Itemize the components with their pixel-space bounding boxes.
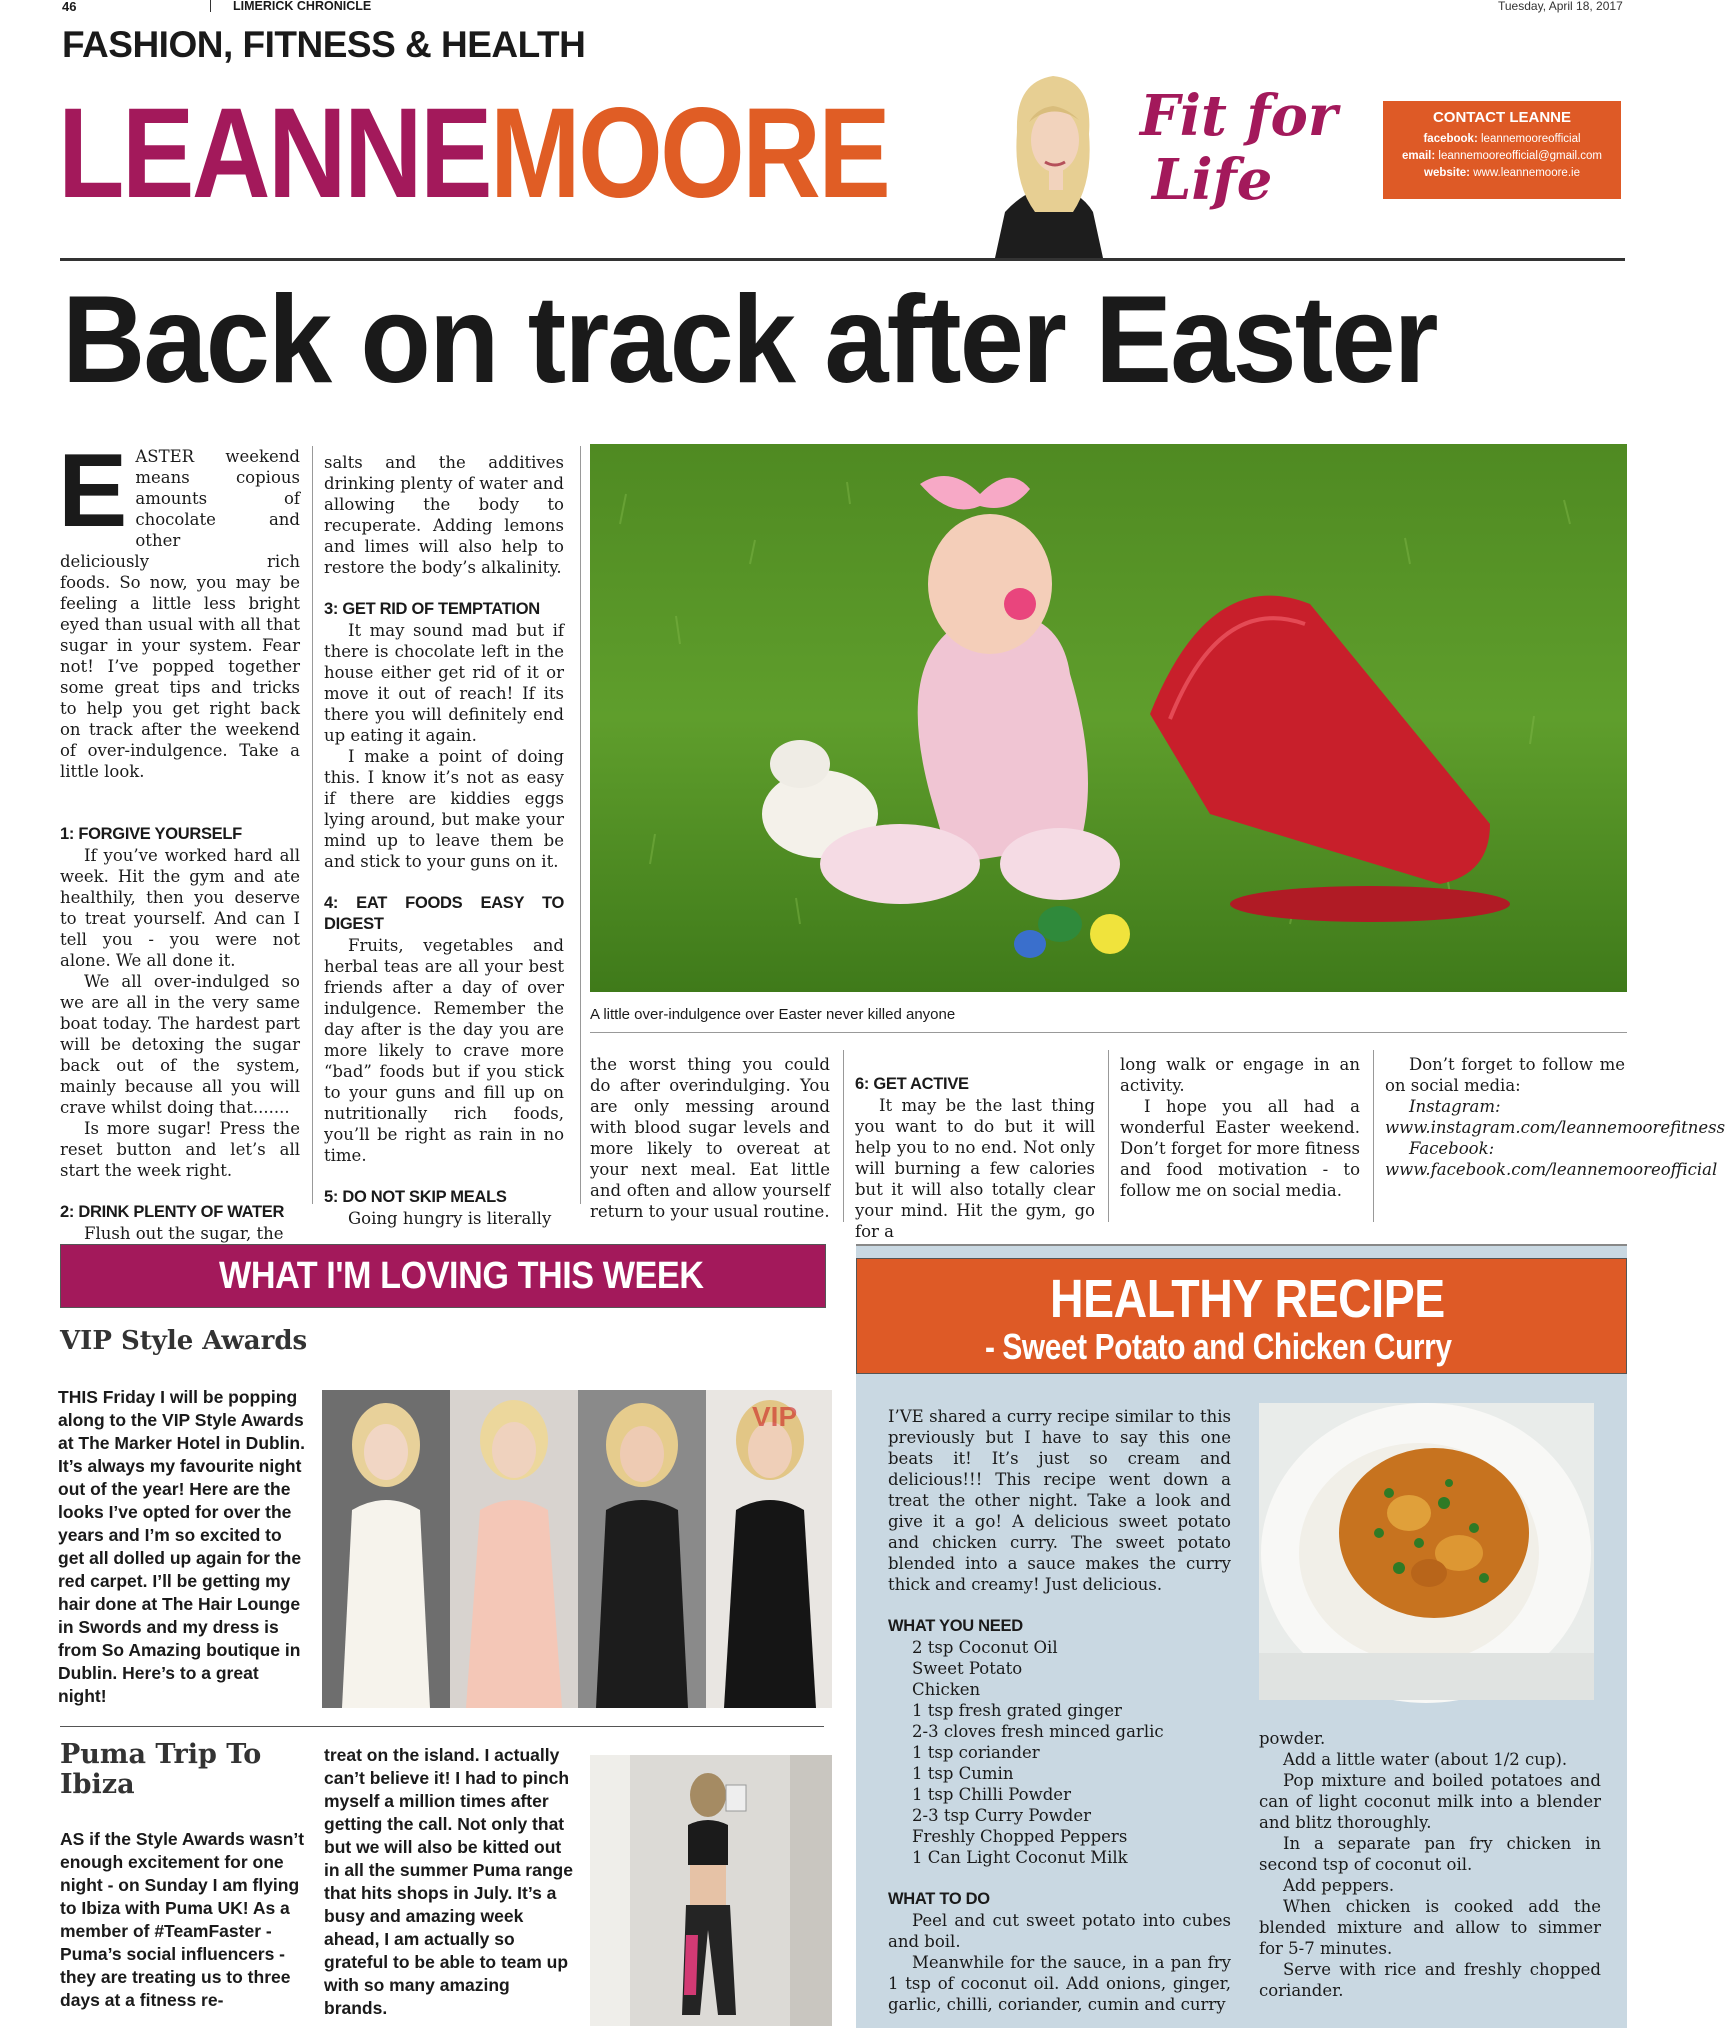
publication-name: LIMERICK CHRONICLE: [233, 0, 372, 13]
method-step: Meanwhile for the sauce, in a pan fry 1 tsp of coconut oil. Add onions, ginger, garlic, chilli, coriander, cumin and curry: [888, 1953, 1231, 2014]
article-column-2: [324, 452, 564, 1229]
paragraph: Going hungry is literally: [348, 1209, 552, 1228]
contact-facebook: facebook: leannemooreofficial: [1423, 133, 1581, 145]
recipe-banner: [856, 1258, 1627, 1374]
ingredient: Chicken: [912, 1680, 981, 1699]
section-rule: [60, 1726, 824, 1727]
article-column-3: [590, 1054, 830, 1222]
recipe-banner-title: HEALTHY RECIPE: [1050, 1269, 1445, 1329]
method-step: In a separate pan fry chicken in second tsp of coconut oil.: [1259, 1834, 1601, 1874]
what-you-need-title: WHAT YOU NEED: [888, 1617, 1023, 1635]
section-title: FASHION, FITNESS & HEALTH: [62, 24, 586, 65]
drop-cap: E: [58, 433, 128, 549]
article-column-4: [855, 1074, 1095, 1242]
article-column-1: [58, 433, 300, 1244]
ingredient: Freshly Chopped Peppers: [912, 1827, 1128, 1846]
method-step: Peel and cut sweet potato into cubes and boil.: [888, 1911, 1231, 1951]
article-headline: Back on track after Easter: [62, 271, 1437, 409]
article-column-6: [1385, 1054, 1725, 1180]
subhead-6: 6: GET ACTIVE: [855, 1075, 969, 1093]
method-step: Add a little water (about 1/2 cup).: [1283, 1750, 1568, 1769]
instagram-link[interactable]: Instagram: www.instagram.com/leannemoorefitness: [1385, 1097, 1725, 1137]
puma-text-col-1: AS if the Style Awards wasn’t enough excitement for one night - on Sunday I am flying to Ibiza with Puma UK! As a member of #TeamFaster - Puma’s social influencers - they are treating us to three days at a fitness re-: [60, 1829, 305, 2010]
curry-photo: [1259, 1403, 1594, 1700]
column-rule: [1373, 1050, 1374, 1222]
ingredient: 1 tsp Cumin: [912, 1764, 1014, 1783]
contact-title: CONTACT LEANNE: [1432, 109, 1572, 126]
easter-photo: [590, 444, 1627, 992]
column-rule: [843, 1050, 844, 1222]
paragraph: long walk or engage in an activity.: [1120, 1055, 1360, 1095]
recipe-column-1: [888, 1406, 1231, 2015]
subhead-5: 5: DO NOT SKIP MEALS: [324, 1188, 507, 1206]
ingredient: 1 Can Light Coconut Milk: [912, 1848, 1128, 1867]
what-to-do-title: WHAT TO DO: [888, 1890, 990, 1908]
paragraph: I hope you all had a wonderful Easter weekend. Don’t forget for more fitness and food motivation - to follow me on social media.: [1120, 1097, 1360, 1200]
vip-text: THIS Friday I will be popping along to the VIP Style Awards at The Marker Hotel in Dublin. It’s always my favourite night out of the year! Here are the looks I’ve opted for over the years and I’m so excited to get all dolled up again for the red carpet. I’ll be getting my hair done at The Hair Lounge in Swords and my dress is from So Amazing boutique in Dublin. Here’s to a great night!: [58, 1387, 305, 1706]
ingredient: Sweet Potato: [912, 1659, 1023, 1678]
method-step: Add peppers.: [1283, 1876, 1395, 1895]
intro-paragraph: foods. So now, you may be feeling a little less bright eyed than usual with all that sugar in your system. Fear not! I’ve popped together some great tips and tricks to help you get right back on track after the weekend of over-indulgence. Take a little look.: [60, 573, 300, 781]
tagline: [1140, 84, 1337, 212]
method-step: Serve with rice and freshly chopped coriander.: [1259, 1960, 1601, 2000]
column-rule: [1108, 1050, 1109, 1222]
contact-website: website: www.leannemoore.ie: [1424, 167, 1580, 179]
puma-fitness-photo: [590, 1755, 832, 2026]
facebook-link[interactable]: Facebook: www.facebook.com/leannemooreofficial: [1385, 1139, 1718, 1179]
subhead-1: 1: FORGIVE YOURSELF: [60, 825, 242, 843]
header-divider: [210, 0, 211, 12]
vip-title: VIP Style Awards: [60, 1326, 308, 1356]
ingredient: 2-3 tsp Curry Powder: [912, 1806, 1092, 1825]
intro-lines: ASTER weekend means copious amounts of chocolate and other deliciously rich: [60, 447, 300, 571]
paragraph: If you’ve worked hard all week. Hit the gym and ate healthily, then you deserve to treat yourself. And can I tell you - you were not alone. We all done it.: [60, 846, 300, 970]
paragraph: Is more sugar! Press the reset button and let’s all start the week right.: [60, 1119, 300, 1180]
ingredient: 2 tsp Coconut Oil: [912, 1638, 1058, 1657]
ingredient: 1 tsp fresh grated ginger: [912, 1701, 1122, 1720]
paragraph: Flush out the sugar, the: [84, 1224, 284, 1243]
ingredient: 1 tsp coriander: [912, 1743, 1040, 1762]
subhead-3: 3: GET RID OF TEMPTATION: [324, 600, 540, 618]
column-rule: [312, 446, 313, 1204]
loving-banner-title: WHAT I'M LOVING THIS WEEK: [219, 1255, 704, 1297]
ingredient: 1 tsp Chilli Powder: [912, 1785, 1071, 1804]
puma-title: Puma Trip To Ibiza: [60, 1739, 262, 1800]
paragraph: It may sound mad but if there is chocolate left in the house either get rid of it or move it out of reach! If its there you will definitely end up eating it again.: [324, 621, 564, 745]
paragraph: the worst thing you could do after overindulging. You are only messing around with blood sugar levels and more likely to overeat at your next meal. Eat little and often and allow yourself return to your usual routine.: [590, 1055, 830, 1221]
paragraph: salts and the additives drinking plenty of water and allowing the body to recuperate. Adding lemons and limes will also help to restore the body’s alkalinity.: [324, 453, 564, 577]
svg-text:VIP: VIP: [752, 1401, 798, 1432]
loving-banner: [60, 1244, 826, 1308]
method-step: powder.: [1259, 1729, 1326, 1748]
ingredient: 2-3 cloves fresh minced garlic: [912, 1722, 1164, 1741]
issue-date: Tuesday, April 18, 2017: [1498, 0, 1623, 13]
recipe-banner-subtitle: - Sweet Potato and Chicken Curry: [985, 1326, 1452, 1367]
tagline-line-2: Life: [1152, 147, 1273, 213]
photo-caption: A little over-indulgence over Easter never killed anyone: [590, 1006, 956, 1023]
masthead-rule: [60, 258, 1625, 261]
vip-style-photos: [322, 1390, 832, 1708]
contact-email: email: leannemooreofficial@gmail.com: [1401, 150, 1603, 162]
paragraph: We all over-indulged so we are all in the very same boat today. The hardest part will be detoxing the sugar back out of the system, mainly because all you will crave whilst doing that.......: [60, 972, 300, 1117]
columnist-last-name: MOORE: [490, 82, 889, 225]
subhead-2: 2: DRINK PLENTY OF WATER: [60, 1203, 285, 1221]
ingredient-list: [888, 1637, 1231, 1868]
tagline-line-1: Fit for: [1140, 83, 1338, 149]
method-step: Pop mixture and boiled potatoes and can of light coconut milk into a blender and blitz thoroughly.: [1259, 1771, 1601, 1832]
paragraph: Don’t forget to follow me on social media:: [1385, 1055, 1625, 1095]
contact-box: [1383, 101, 1621, 199]
columnist-name: [58, 82, 889, 225]
column-rule: [580, 446, 581, 1204]
paragraph: I make a point of doing this. I know it’s not as easy if there are kiddies eggs lying around, but make your mind up to leave them be and stick to your guns on it.: [324, 747, 564, 871]
recipe-column-2: [1259, 1728, 1601, 2001]
method-step: When chicken is cooked add the blended mixture and allow to simmer for 5-7 minutes.: [1259, 1897, 1601, 1958]
columnist-portrait: [975, 62, 1125, 258]
caption-rule: [590, 1032, 1627, 1033]
paragraph: It may be the last thing you want to do but it will help you to no end. Not only will burning a few calories but it will also totally clear your mind. Hit the gym, go for a: [855, 1096, 1095, 1241]
article-column-5: [1120, 1054, 1360, 1201]
recipe-intro: I’VE shared a curry recipe similar to this previously but I have to say this one beats it! It’s just so cream and delicious!!! This recipe went down a treat the other night. Take a look and give it a go! A delicious sweet potato and chicken curry. The sweet potato blended into a sauce makes the curry thick and creamy! Just delicious.: [888, 1407, 1231, 1594]
page-number: 46: [62, 0, 77, 14]
subhead-4: 4: EAT FOODS EASY TO DIGEST: [324, 894, 564, 933]
paragraph: Fruits, vegetables and herbal teas are all your best friends after a day of over indulgence. Remember the day after is the day you are more likely to crave more “bad” foods but if you stick to your guns and fill up on nutritionally rich foods, you’ll be right as rain in no time.: [324, 936, 564, 1165]
columnist-first-name: LEANNE: [58, 82, 491, 225]
puma-text-col-2: treat on the island. I actually can’t believe it! I had to pinch myself a million times after getting the call. Not only that but we will also be kitted out in all the summer Puma range that hits shops in July. It’s a busy and amazing week ahead, I am actually so grateful to be able to team up with so many amazing brands.: [324, 1745, 573, 2018]
